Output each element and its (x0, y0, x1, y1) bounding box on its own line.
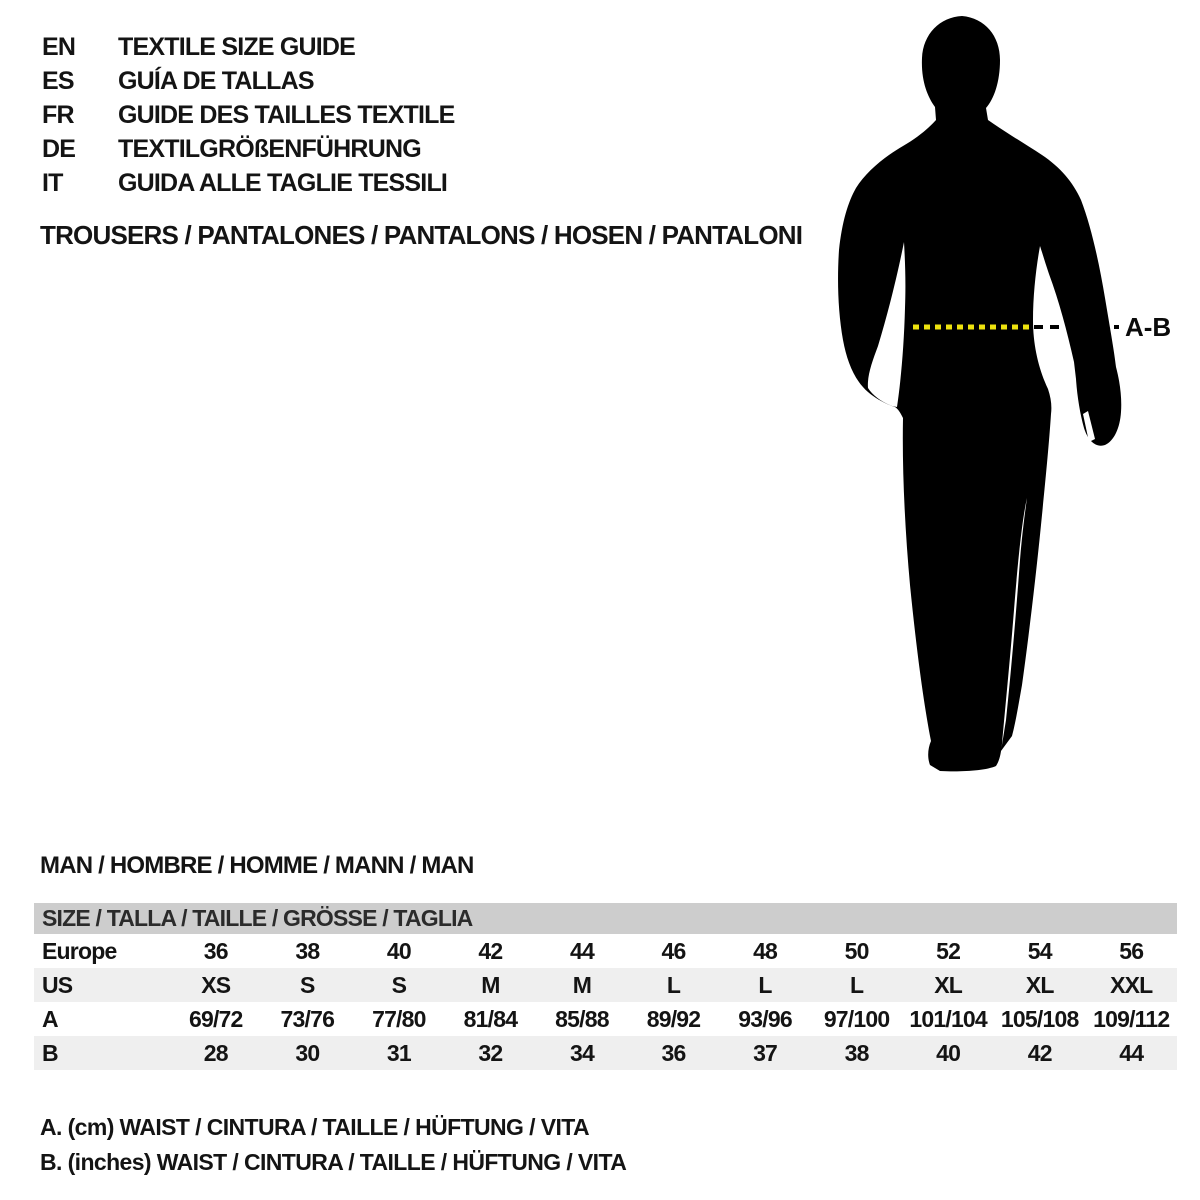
size-value: 32 (478, 1039, 503, 1066)
size-value: XL (934, 971, 963, 998)
language-row (42, 166, 455, 200)
size-table-header: SIZE / TALLA / TAILLE / GRÖSSE / TAGLIA (34, 903, 1177, 934)
size-value: 30 (295, 1039, 320, 1066)
size-value: 44 (1119, 1039, 1144, 1066)
size-table (34, 903, 1177, 1070)
size-value: 81/84 (463, 1005, 518, 1032)
size-value: 34 (569, 1039, 594, 1066)
size-value: S (300, 971, 315, 998)
size-value: 54 (1027, 937, 1052, 964)
garment-type-title: TROUSERS / PANTALONES / PANTALONS / HOSEN / PANTALONI (40, 220, 803, 250)
language-row (42, 64, 455, 98)
size-value: 38 (295, 937, 320, 964)
size-value: 97/100 (823, 1005, 890, 1032)
language-code: DE (42, 134, 76, 163)
size-value: 37 (753, 1039, 778, 1066)
size-value: 48 (753, 937, 778, 964)
table-row (34, 968, 1177, 1002)
language-row (42, 132, 455, 166)
size-value: 36 (203, 937, 228, 964)
size-value: 50 (844, 937, 869, 964)
size-value: 56 (1119, 937, 1144, 964)
table-row (34, 934, 1177, 968)
size-value: 77/80 (372, 1005, 426, 1032)
language-title: GUIDE DES TAILLES TEXTILE (118, 100, 455, 129)
row-label: A (42, 1005, 58, 1032)
size-value: 93/96 (738, 1005, 792, 1032)
language-list (42, 30, 455, 200)
size-value: 52 (936, 937, 961, 964)
man-silhouette (820, 5, 1190, 780)
size-value: 73/76 (280, 1005, 335, 1032)
language-code: ES (42, 66, 74, 95)
language-code: EN (42, 32, 76, 61)
size-value: L (849, 971, 864, 998)
size-value: 69/72 (188, 1005, 243, 1032)
size-value: XL (1025, 971, 1054, 998)
size-value: 89/92 (646, 1005, 701, 1032)
footnote: A. (cm) WAIST / CINTURA / TAILLE / HÜFTUNG / VITA (40, 1114, 589, 1140)
size-value: L (666, 971, 681, 998)
measurement-footnotes (40, 1110, 626, 1180)
size-value: L (758, 971, 772, 998)
language-code: FR (42, 100, 74, 129)
language-title: GUIDA ALLE TAGLIE TESSILI (118, 168, 448, 197)
language-row (42, 98, 455, 132)
size-value: 42 (478, 937, 503, 964)
size-value: 109/112 (1093, 1005, 1170, 1032)
size-value: XXL (1110, 971, 1153, 998)
language-row (42, 30, 455, 64)
size-value: 42 (1027, 1039, 1052, 1066)
waist-measure-label: A-B (1125, 312, 1172, 342)
row-label: US (42, 971, 73, 998)
size-value: M (572, 971, 592, 998)
size-value: M (481, 971, 500, 998)
size-value: 40 (386, 937, 411, 964)
size-value: 44 (569, 937, 594, 964)
size-value: 38 (844, 1039, 869, 1066)
language-title: TEXTILGRÖßENFÜHRUNG (118, 134, 421, 163)
row-label: Europe (42, 937, 117, 964)
row-label: B (42, 1039, 58, 1066)
size-value: S (391, 971, 407, 998)
table-row (34, 1036, 1177, 1070)
size-value: 28 (203, 1039, 228, 1066)
size-value: 31 (386, 1039, 411, 1066)
size-value: 36 (661, 1039, 686, 1066)
size-value: 40 (936, 1039, 961, 1066)
section-title: MAN / HOMBRE / HOMME / MANN / MAN (40, 852, 474, 879)
language-code: IT (42, 168, 63, 197)
footnote: B. (inches) WAIST / CINTURA / TAILLE / HÜFTUNG / VITA (40, 1149, 627, 1175)
language-title: TEXTILE SIZE GUIDE (118, 32, 356, 61)
size-value: XS (201, 971, 231, 998)
language-title: GUÍA DE TALLAS (118, 66, 314, 95)
size-value: 85/88 (555, 1005, 609, 1032)
size-value: 105/108 (1000, 1005, 1079, 1032)
table-row (34, 1002, 1177, 1036)
size-value: 101/104 (909, 1005, 987, 1032)
size-value: 46 (661, 937, 686, 964)
